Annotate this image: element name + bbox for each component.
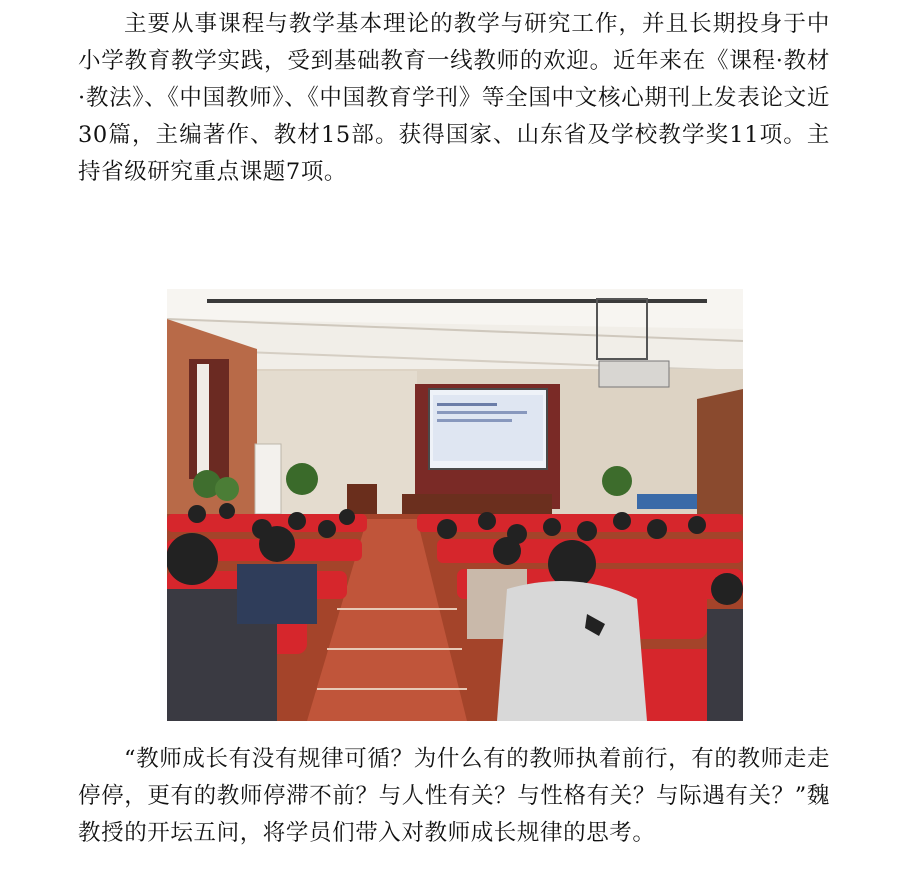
lecture-hall-photo bbox=[167, 289, 743, 721]
intro-paragraph: 主要从事课程与教学基本理论的教学与研究工作，并且长期投身于中小学教育教学实践，受到基础教育一线教师的欢迎。近年来在《课程·教材·教法》、《中国教师》、《中国教育学刊》等全国中文核心期刊上发表论文近30篇，主编著作、教材15部。获得国家、山东省及学校教学奖11项。主持省级研究重点课题7项。 bbox=[78, 11, 830, 185]
quote-paragraph: “教师成长有没有规律可循？为什么有的教师执着前行，有的教师走走停停，更有的教师停滞不前？与人性有关？与性格有关？与际遇有关？”魏教授的开坛五问，将学员们带入对教师成长规律的思考。 bbox=[78, 746, 830, 846]
